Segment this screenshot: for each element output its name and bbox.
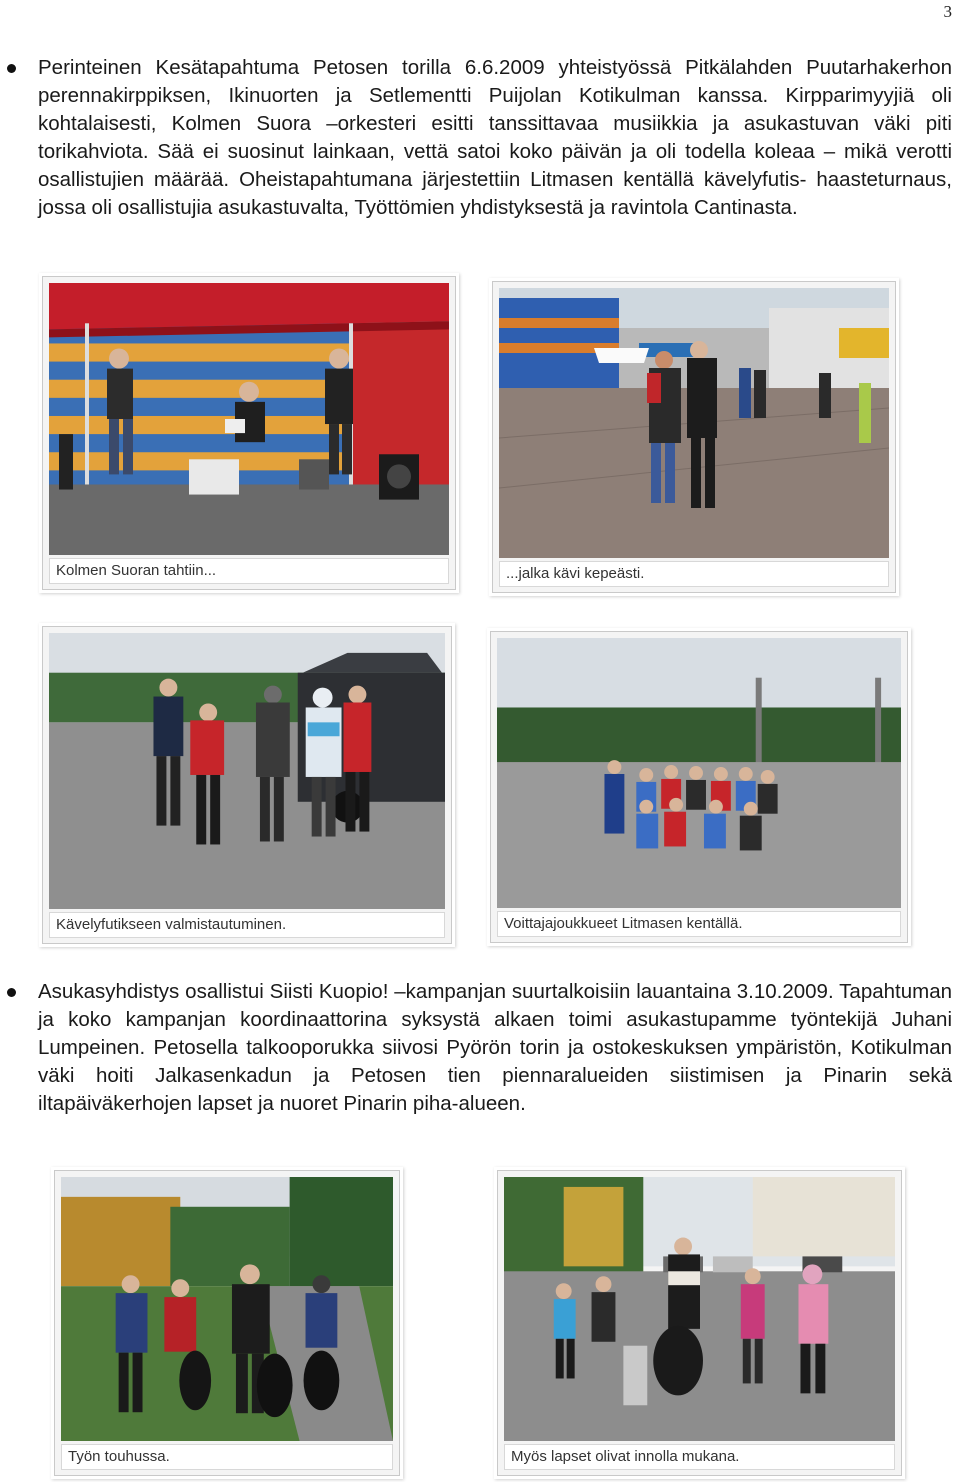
photo-group-by-car bbox=[49, 633, 445, 909]
bullet-item-summer-event bbox=[0, 54, 960, 254]
photo-caption: Voittajajoukkueet Litmasen kentällä. bbox=[497, 911, 901, 937]
photo-caption: Kolmen Suoran tahtiin... bbox=[49, 558, 449, 584]
bullet-text: Asukasyhdistys osallistui Siisti Kuopio! –kampanjan suurtalkoisiin lauantaina 3.10.2009. Tapahtuman ja koko kampanjan koordinaattorina syksystä alkaen toimi asukastupamme työntekijä Juhani Lumpeinen. Petosella talkooporukka siivosi Pyörön torin ja ostokeskuksen ympäristön, Kotikulman väki hoiti Jalkasenkadun ja Petosen tien piennaralueiden siistimisen ja Pinarin sekä iltapäiväkerhojen lapset ja nuoret Pinarin piha-alueen. bbox=[38, 980, 952, 1115]
bullet-dot-icon bbox=[7, 64, 16, 73]
page-number: 3 bbox=[943, 2, 952, 21]
photo-children-cleanup bbox=[504, 1177, 895, 1441]
photo-walking-football-prep bbox=[42, 626, 452, 944]
photo-working bbox=[54, 1170, 400, 1476]
photo-dancing-couple bbox=[499, 288, 889, 558]
bullet-text: Perinteinen Kesätapahtuma Petosen torilla 6.6.2009 yhteistyössä Pitkälahden Puutarhakerhon perennakirppiksen, Ikinuorten ja Setlementti Puijolan Kotikulman kanssa. Kirpparimyyjiä oli kohtalaisesti, Kolmen Suora –orkesteri esitti tanssittavaa musiikkia ja asukastuvan väki piti torikahviota. Sää ei suosinut lainkaan, vettä satoi koko päivän ja oli todella koleaa – mikä verotti osallistujien määrää. Oheistapahtumana järjestettiin Litmasen kentällä kävelyfutis- haasteturnaus, jossa oli osallistujia asukastuvalta, Työttömien yhdistyksestä ja ravintola Cantinasta. bbox=[38, 56, 952, 219]
photo-cleanup-roadside bbox=[61, 1177, 393, 1441]
photo-dancing bbox=[492, 281, 896, 593]
photo-caption: Kävelyfutikseen valmistautuminen. bbox=[49, 912, 445, 938]
photo-band bbox=[42, 276, 456, 590]
photo-team-group bbox=[497, 638, 901, 908]
photo-children bbox=[497, 1170, 902, 1476]
photo-caption: Myös lapset olivat innolla mukana. bbox=[504, 1444, 895, 1470]
bullet-item-clean-kuopio bbox=[0, 978, 960, 1153]
photo-winning-teams bbox=[490, 631, 908, 943]
bullet-dot-icon bbox=[7, 988, 16, 997]
photo-caption: ...jalka kävi kepeästi. bbox=[499, 561, 889, 587]
photo-caption: Työn touhussa. bbox=[61, 1444, 393, 1470]
photo-band-under-tent bbox=[49, 283, 449, 555]
